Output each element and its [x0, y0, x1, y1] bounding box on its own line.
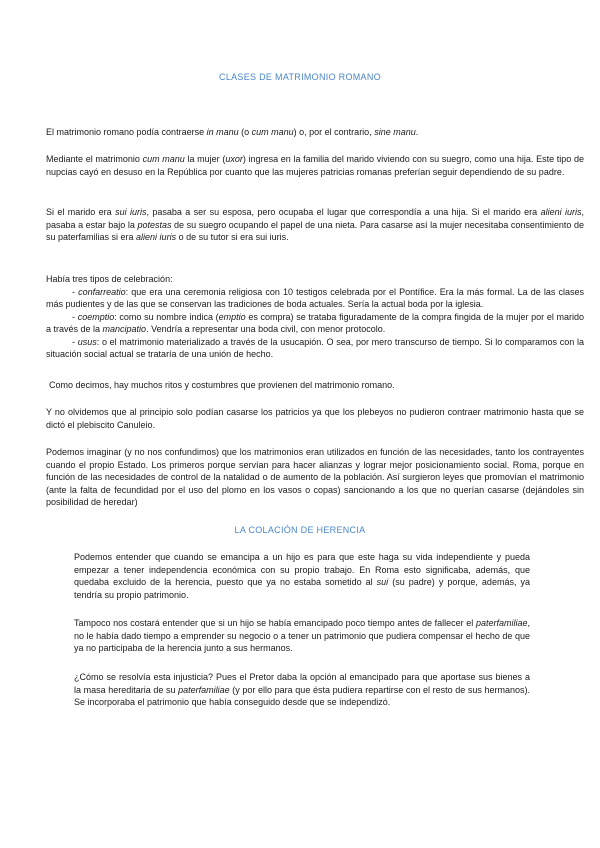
paragraph-ritos: Como decimos, hay muchos ritos y costumbres que provienen del matrimonio romano. [49, 380, 395, 390]
text-run: (y por ello para que ésta pudiera repartirse con el resto de sus hermanos). Se incorporaba el patrimonio que había conseguido desde que se independizó. [74, 684, 530, 707]
list-item-usus [46, 336, 584, 361]
text-italic: mancipatio [102, 324, 147, 334]
section-heading-colacion: LA COLACIÓN DE HERENCIA [234, 525, 366, 535]
text-run: de su suegro ocupando el papel de una nieta. Para casarse así la mujer necesitaba consentimiento de su paterfamilias si era [46, 219, 584, 242]
section-heading-clases: CLASES DE MATRIMONIO ROMANO [219, 72, 381, 82]
text-italic: sui iuris [115, 207, 147, 217]
text-run: ¿Cómo se resolvía esta injusticia? Pues el Pretor daba la opción al emancipado para que aportase sus bienes a la masa hereditaria de su [74, 672, 530, 695]
text-run: Si el marido era [46, 207, 116, 217]
text-italic: paterfamiliae [475, 618, 528, 628]
text-run: . [415, 127, 419, 137]
text-run: la mujer ( [184, 154, 226, 164]
paragraph-cum-manu [46, 153, 584, 178]
list-dash: - [72, 286, 79, 297]
text-run: : o el matrimonio materializado a través de la usucapión. O sea, por mero transcurso de tiempo. Si lo comparamos con la situación social actual se trataría de una unión de hecho. [46, 336, 584, 359]
celebration-intro: Había tres tipos de celebración: [46, 274, 173, 284]
text-italic: sine manu [374, 127, 416, 137]
paragraph-plebeyos: Y no olvidemos que al principio solo podían casarse los patricios ya que los plebeyos no pudieron contraer matrimonio hasta que se dictó el plebiscito Canuleio. [46, 407, 584, 430]
text-italic: cum manu [142, 154, 185, 164]
text-run: es compra) se trataba figuradamente de la compra fingida de la mujer por el marido a través de la [46, 311, 585, 334]
text-run: : como su nombre indica ( [114, 311, 219, 322]
paragraph-intro [46, 126, 584, 139]
text-italic: potestas [137, 219, 172, 230]
text-italic: sui [376, 577, 389, 587]
text-italic: usus [77, 336, 97, 347]
text-italic: cum manu [251, 127, 294, 137]
text-run: o de su tutor si era sui iuris. [176, 232, 289, 242]
text-run: , no le había dado tiempo a emprender su negocio o a tener un patrimonio que pudiera compensar el hecho de que ya no participaba de la herencia junto a sus hermanos. [74, 618, 530, 653]
list-item-confarreatio [46, 286, 584, 311]
paragraph-sui-iuris [46, 206, 584, 244]
paragraph-tampoco [74, 617, 530, 655]
text-run: : que era una ceremonia religiosa con 10 testigos celebrada por el Pontífice. Era la más formal. La de las clases más pudientes y de las que se conservan las tradiciones de boda actuales. Sería la actual boda por la iglesia. [46, 286, 584, 309]
paragraph-necesidades: Podemos imaginar (y no nos confundimos) que los matrimonios eran utilizados en función de las necesidades, tanto los contrayentes cuando el propio Estado. Los primeros porque servían para hacer alianzas y lograr mejor posicionamiento social. Roma, porque en función de las necesidades de control de la natalidad o de aumento de la población. Así surgieron leyes que promovían el matrimonio (ante la falta de fecundidad por el uso del plomo en los vasos o copas) sancionando a los que no querían casarse (dejándoles sin posibilidad de heredar) [46, 447, 584, 507]
celebration-types [46, 273, 584, 361]
text-italic: paterfamiliae [178, 684, 230, 695]
paragraph-injusticia [74, 671, 530, 709]
list-dash: - [72, 336, 78, 347]
text-run: Mediante el matrimonio [46, 154, 143, 164]
text-italic: in manu [206, 127, 239, 137]
text-run: El matrimonio romano podía contraerse [46, 127, 207, 137]
list-item-coemptio [46, 311, 584, 336]
text-run: (o [238, 127, 252, 137]
text-run: (su padre) y porque, además, ya tendría su propio patrimonio. [74, 577, 530, 600]
text-run: Podemos entender que cuando se emancipa a un hijo es para que este haga su vida independiente y pueda empezar a tener independencia económica con su propio trabajo. En Roma esto significaba, además, que quedaba excluido de la herencia, puesto que ya no estaba sometido al [74, 552, 530, 587]
text-run: ) o, por el contrario, [293, 127, 375, 137]
text-run: , pasaba a ser su esposa, pero ocupaba el lugar que correspondía a una hija. Si el marido era [146, 207, 541, 217]
text-italic: alieni iuris [540, 207, 582, 217]
text-italic: uxor [225, 154, 243, 164]
list-dash: - [72, 311, 78, 322]
text-italic: confarreatio [78, 286, 126, 297]
paragraph-emancipacion [74, 551, 530, 601]
text-run: , pasaba a estar bajo la [46, 207, 584, 230]
text-italic: emptio [218, 311, 246, 322]
text-run: ) ingresa en la familia del marido viviendo con su suegro, como una hija. Este tipo de nupcias cayó en desuso en la República por cuanto que las mujeres patricias romanas preferían seguir dependiendo de su padre. [46, 154, 584, 177]
text-run: . Vendría a representar una boda civil, con menor protocolo. [146, 324, 386, 334]
text-run: Tampoco nos costará entender que si un hijo se había emancipado poco tiempo antes de fallecer el [74, 618, 476, 628]
text-italic: coemptio [77, 311, 115, 322]
text-italic: alieni iuris [136, 232, 177, 242]
